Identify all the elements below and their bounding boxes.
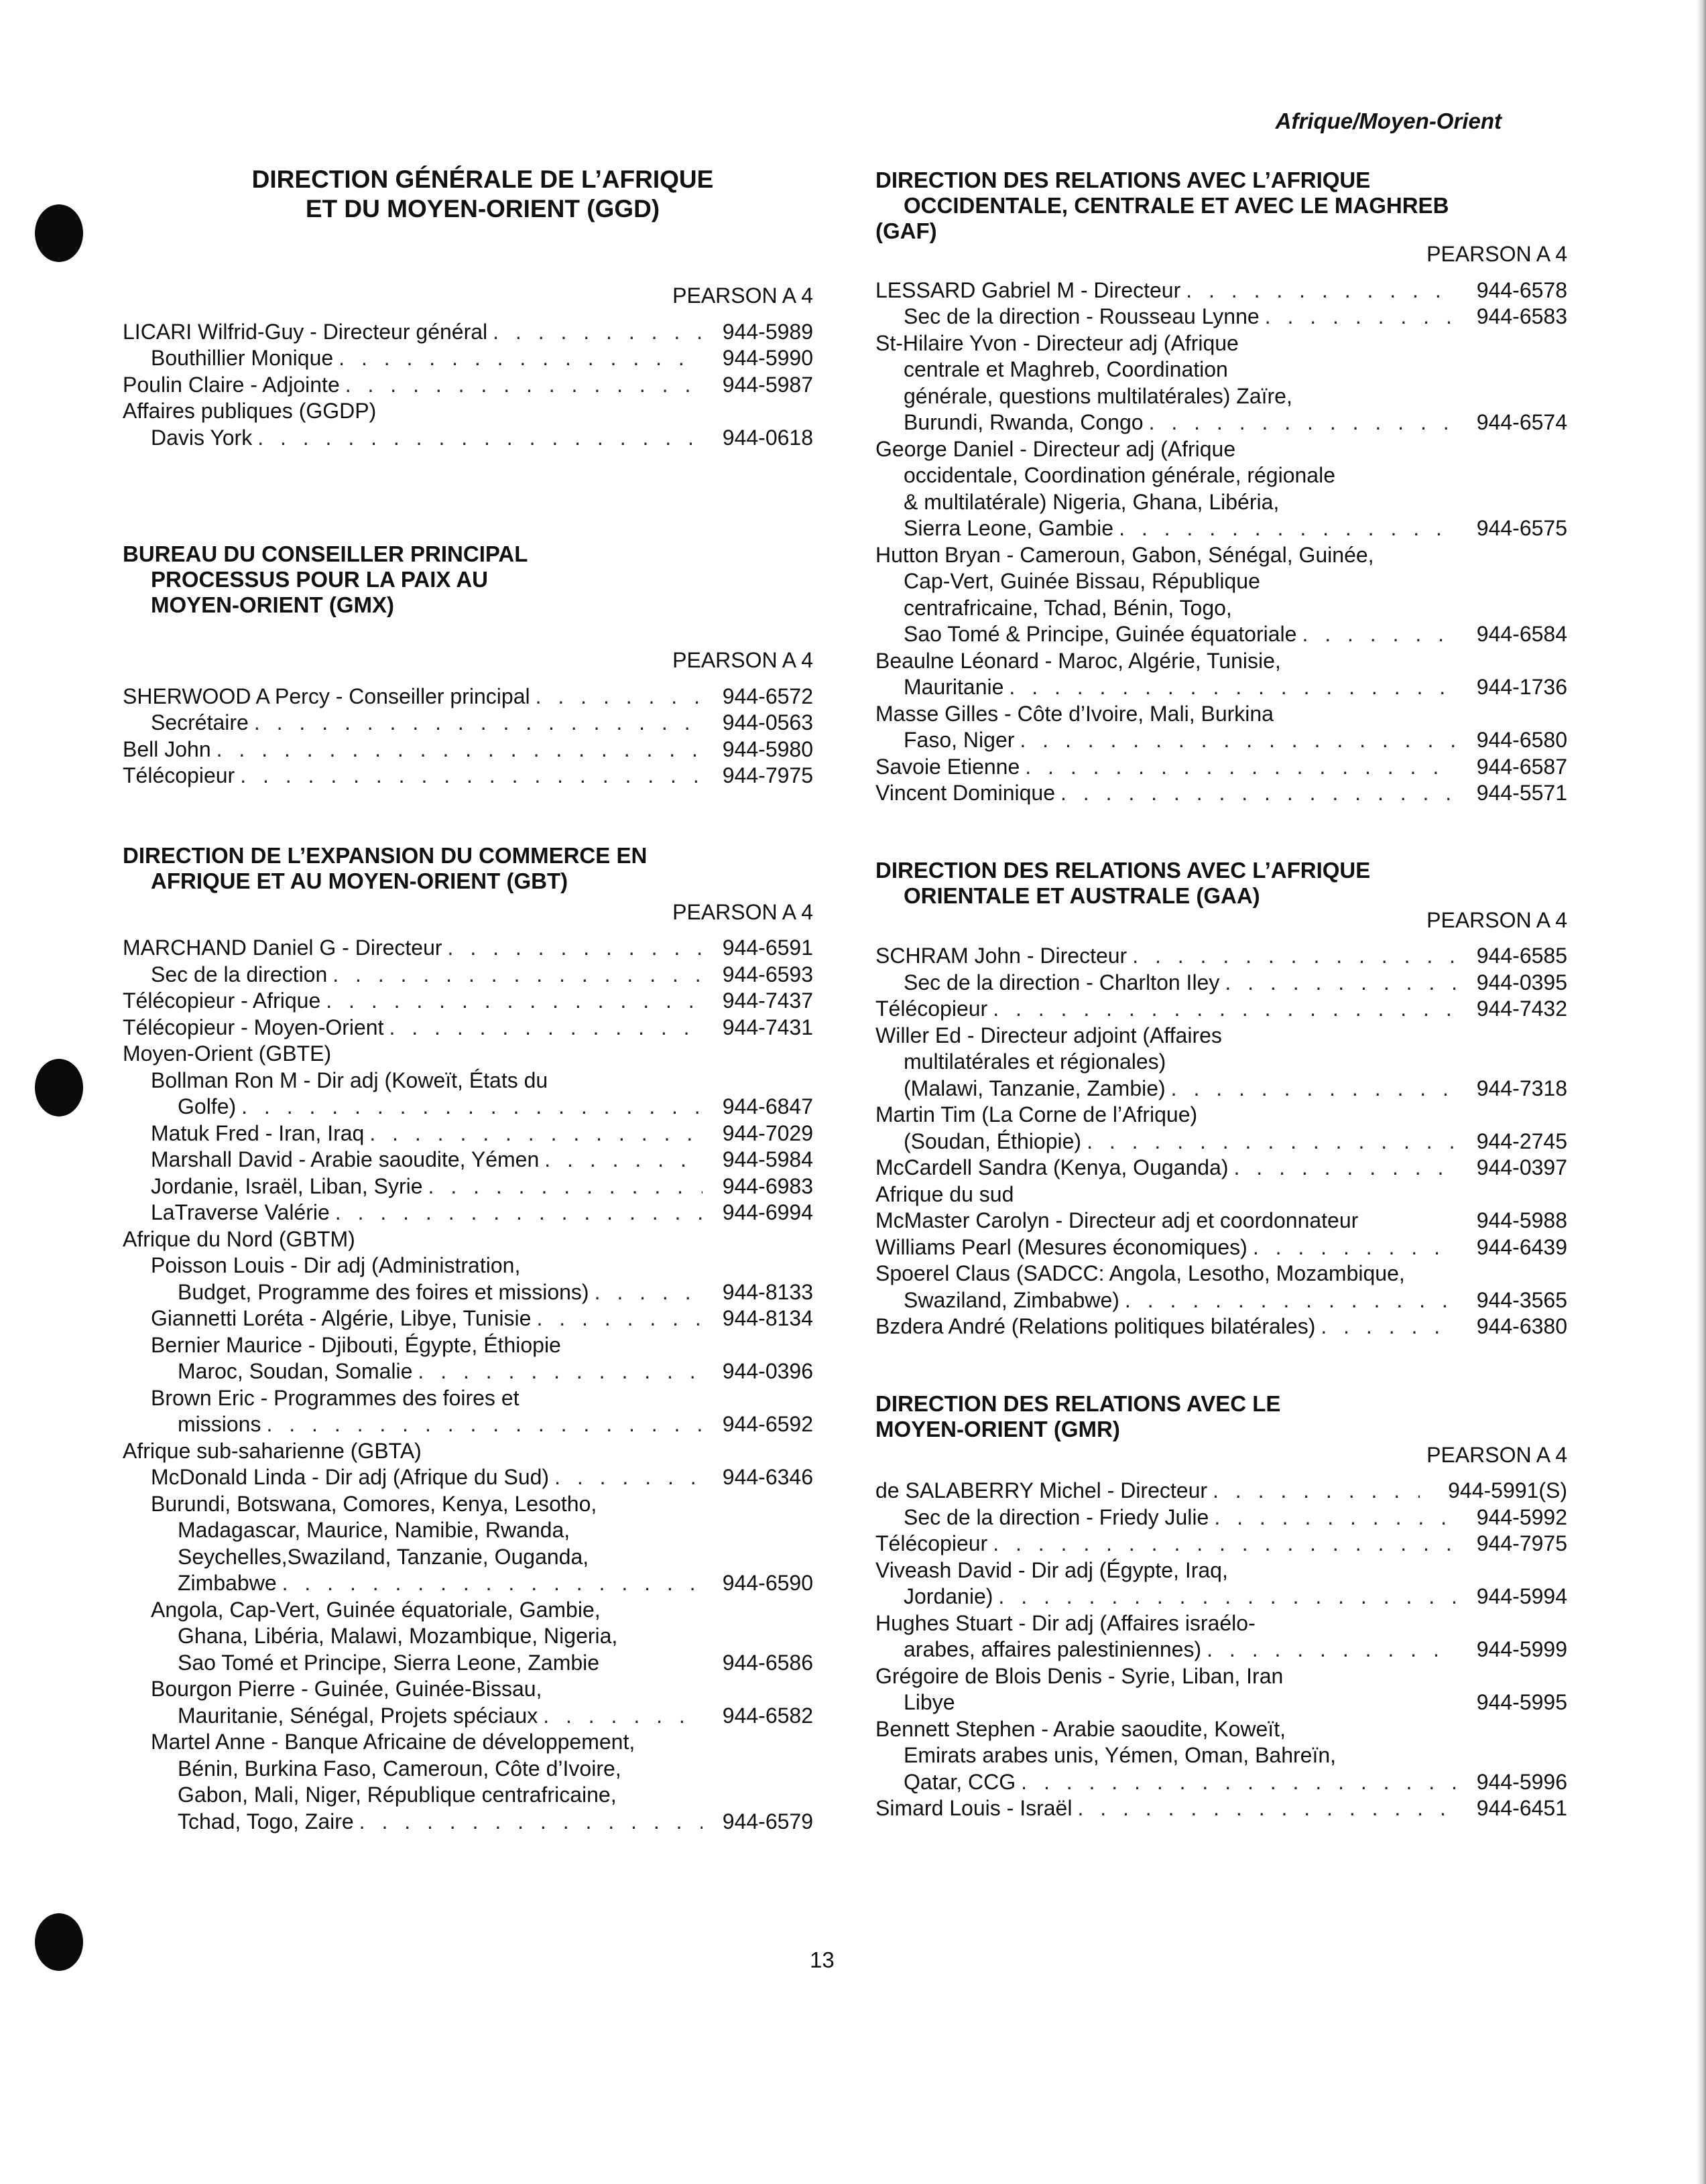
section-gaf — [875, 168, 1567, 807]
entry-line: centrafricaine, Tchad, Bénin, Togo, — [904, 595, 1232, 620]
entry: Savoie Etienne . . . 944-6587 — [875, 754, 1567, 781]
location: PEARSON A 4 — [1426, 1442, 1567, 1467]
entry-line: Hutton Bryan - Cameroun, Gabon, Sénégal, Guinée, — [875, 542, 1374, 567]
entry: Sierra Leone, Gambie . . . 944-6575 — [875, 515, 1567, 542]
entry: Matuk Fred - Iran, Iraq . . . 944-7029 — [123, 1120, 813, 1147]
entry: LESSARD Gabriel M - Directeur . . . 944-6578 — [875, 277, 1567, 304]
entry-line: Angola, Cap-Vert, Guinée équatoriale, Gambie, — [151, 1597, 601, 1622]
entry-line: Bénin, Burkina Faso, Cameroun, Côte d’Ivoire, — [178, 1756, 621, 1781]
location: PEARSON A 4 — [1426, 907, 1567, 932]
entry: Sec de la direction - Charlton Iley . . . 944-0395 — [875, 970, 1567, 997]
entry: (Soudan, Éthiopie) . . . 944-2745 — [875, 1129, 1567, 1155]
entry: McDonald Linda - Dir adj (Afrique du Sud) . . . 944-6346 — [123, 1464, 813, 1491]
section-gbt — [123, 843, 813, 1836]
entry: Tchad, Togo, Zaire . . . 944-6579 — [123, 1809, 813, 1836]
entry-line: Bourgon Pierre - Guinée, Guinée-Bissau, — [151, 1677, 542, 1701]
entry: Mauritanie . . . 944-1736 — [875, 674, 1567, 701]
entry: SCHRAM John - Directeur . . . 944-6585 — [875, 943, 1567, 970]
entry-line: Viveash David - Dir adj (Égypte, Iraq, — [875, 1557, 1228, 1582]
entry-line: générale, questions multilatérales) Zaïre, — [904, 383, 1292, 408]
section-title: DIRECTION DES RELATIONS AVEC LE MOYEN-ORIENT (GMR) — [875, 1391, 1281, 1441]
entry: Davis York . . . 944-0618 — [123, 425, 813, 452]
entry-line: Hughes Stuart - Dir adj (Affaires israélo- — [875, 1610, 1256, 1635]
entry: LaTraverse Valérie . . . 944-6994 — [123, 1200, 813, 1226]
entry: Giannetti Loréta - Algérie, Libye, Tunisie . . . 944-8134 — [123, 1305, 813, 1332]
entry-line: Martel Anne - Banque Africaine de développement, — [151, 1730, 635, 1754]
entry: (Malawi, Tanzanie, Zambie) . . . 944-7318 — [875, 1076, 1567, 1102]
location: PEARSON A 4 — [672, 899, 813, 924]
entry: McCardell Sandra (Kenya, Ouganda) . . . 944-0397 — [875, 1155, 1567, 1181]
location: PEARSON A 4 — [672, 283, 813, 308]
entry: arabes, affaires palestiniennes) . . . 944-5999 — [875, 1636, 1567, 1663]
section-ggd — [123, 165, 813, 451]
section-gmr — [875, 1391, 1567, 1822]
entry-line: Brown Eric - Programmes des foires et — [151, 1385, 520, 1410]
entry-line: Cap-Vert, Guinée Bissau, République — [904, 569, 1260, 593]
entry: missions . . . 944-6592 — [123, 1411, 813, 1438]
entry: Burundi, Rwanda, Congo . . . 944-6574 — [875, 409, 1567, 436]
entry: MARCHAND Daniel G - Directeur . . . 944-6591 — [123, 935, 813, 962]
region-header: Afrique/Moyen-Orient — [1275, 109, 1502, 133]
entry: Vincent Dominique . . . 944-5571 — [875, 780, 1567, 807]
location: PEARSON A 4 — [672, 648, 813, 672]
entry-line: occidentale, Coordination générale, régionale — [904, 463, 1335, 487]
right-column — [875, 168, 1567, 1822]
entry: Maroc, Soudan, Somalie . . . 944-0396 — [123, 1358, 813, 1385]
entry: Jordanie) . . . 944-5994 — [875, 1584, 1567, 1610]
entry-line: Gabon, Mali, Niger, République centrafricaine, — [178, 1783, 617, 1807]
entry: McMaster Carolyn - Directeur adj et coordonnateur 944-5988 — [875, 1208, 1567, 1232]
scan-edge — [1697, 0, 1706, 2184]
entry-line: Poisson Louis - Dir adj (Administration, — [151, 1253, 521, 1277]
entry: Marshall David - Arabie saoudite, Yémen . . . 944-5984 — [123, 1147, 813, 1173]
entry: Sec de la direction - Rousseau Lynne . . . 944-6583 — [875, 304, 1567, 330]
entry-line: George Daniel - Directeur adj (Afrique — [875, 436, 1236, 461]
entry-line: Bennett Stephen - Arabie saoudite, Koweït, — [875, 1716, 1286, 1741]
entry: SHERWOOD A Percy - Conseiller principal . . . 944-6572 — [123, 684, 813, 710]
entry: Télécopieur . . . 944-7975 — [875, 1531, 1567, 1557]
section-title: DIRECTION DE L’EXPANSION DU COMMERCE EN AFRIQUE ET AU MOYEN-ORIENT (GBT) — [123, 842, 648, 893]
section-title: DIRECTION DES RELATIONS AVEC L’AFRIQUE ORIENTALE ET AUSTRALE (GAA) — [875, 857, 1371, 908]
entry: Qatar, CCG . . . 944-5996 — [875, 1769, 1567, 1796]
entry: Télécopieur . . . 944-7975 — [123, 763, 813, 789]
entry: Sec de la direction - Friedy Julie . . . 944-5992 — [875, 1504, 1567, 1531]
subsection-label: Moyen-Orient (GBTE) — [123, 1041, 332, 1066]
entry: Simard Louis - Israël . . . 944-6451 — [875, 1795, 1567, 1822]
entry-line: Willer Ed - Directeur adjoint (Affaires — [875, 1023, 1222, 1047]
section-gaa — [875, 858, 1567, 1340]
entry-line: Ghana, Libéria, Malawi, Mozambique, Nigeria, — [178, 1624, 618, 1648]
entry: Télécopieur - Afrique . . . 944-7437 — [123, 988, 813, 1015]
entry: Sao Tomé & Principe, Guinée équatoriale . . . 944-6584 — [875, 621, 1567, 648]
entry: Mauritanie, Sénégal, Projets spéciaux . . . 944-6582 — [123, 1703, 813, 1730]
entry-line: Bernier Maurice - Djibouti, Égypte, Éthiopie — [151, 1332, 561, 1357]
entry: LICARI Wilfrid-Guy - Directeur général . . . 944-5989 — [123, 319, 813, 346]
entry-line: Martin Tim (La Corne de l’Afrique) — [875, 1102, 1198, 1127]
subsection-label: Affaires publiques (GGDP) — [123, 399, 377, 423]
section-title: DIRECTION GÉNÉRALE DE L’AFRIQUE ET DU MOYEN-ORIENT (GGD) — [251, 166, 714, 222]
entry: Faso, Niger . . . 944-6580 — [875, 727, 1567, 754]
binder-hole-bottom — [35, 1913, 83, 1971]
entry: Télécopieur . . . 944-7432 — [875, 996, 1567, 1023]
entry-line: Seychelles,Swaziland, Tanzanie, Ouganda, — [178, 1544, 589, 1569]
subsection-label: Afrique du sud — [875, 1181, 1014, 1206]
entry-line: Bollman Ron M - Dir adj (Koweït, États du — [151, 1068, 548, 1092]
section-title: DIRECTION DES RELATIONS AVEC L’AFRIQUE OCCIDENTALE, CENTRALE ET AVEC LE MAGHREB (GAF) — [875, 168, 1449, 243]
entry: Sec de la direction . . . 944-6593 — [123, 962, 813, 988]
entry-line: multilatérales et régionales) — [904, 1049, 1166, 1074]
section-title: BUREAU DU CONSEILLER PRINCIPAL PROCESSUS POUR LA PAIX AU MOYEN-ORIENT (GMX) — [123, 541, 528, 617]
left-column — [123, 165, 813, 1835]
entry: Budget, Programme des foires et missions) . . . 944-8133 — [123, 1279, 813, 1306]
location: PEARSON A 4 — [1426, 242, 1567, 266]
entry: Bouthillier Monique . . . 944-5990 — [123, 345, 813, 372]
subsection-label: Afrique sub-saharienne (GBTA) — [123, 1438, 422, 1463]
entry: Swaziland, Zimbabwe) . . . 944-3565 — [875, 1287, 1567, 1314]
entry-line: Beaulne Léonard - Maroc, Algérie, Tunisie, — [875, 648, 1281, 673]
entry: Secrétaire . . . 944-0563 — [123, 710, 813, 736]
entry-line: Masse Gilles - Côte d’Ivoire, Mali, Burkina — [875, 701, 1274, 726]
entry-line: Emirats arabes unis, Yémen, Oman, Bahreïn, — [904, 1743, 1337, 1767]
entry: Poulin Claire - Adjointe . . . 944-5987 — [123, 372, 813, 399]
entry-line: St-Hilaire Yvon - Directeur adj (Afrique — [875, 330, 1239, 355]
entry-line: Burundi, Botswana, Comores, Kenya, Lesotho, — [151, 1491, 597, 1516]
entry: Williams Pearl (Mesures économiques) . . . 944-6439 — [875, 1234, 1567, 1261]
entry: Sao Tomé et Principe, Sierra Leone, Zambie 944-6586 — [178, 1650, 813, 1675]
page-number: 13 — [810, 1947, 835, 1972]
entry: de SALABERRY Michel - Directeur . . . 944-5991(S) — [875, 1478, 1567, 1504]
entry: Télécopieur - Moyen-Orient . . . 944-7431 — [123, 1015, 813, 1041]
entry-line: Grégoire de Blois Denis - Syrie, Liban, Iran — [875, 1663, 1284, 1688]
entry: Bzdera André (Relations politiques bilatérales) . . . 944-6380 — [875, 1313, 1567, 1340]
entry: Libye 944-5995 — [904, 1690, 1567, 1714]
entry: Zimbabwe . . . 944-6590 — [123, 1570, 813, 1597]
binder-hole-top — [35, 204, 83, 262]
entry: Golfe) . . . 944-6847 — [123, 1094, 813, 1120]
entry: Jordanie, Israël, Liban, Syrie . . . 944-6983 — [123, 1173, 813, 1200]
entry-line: & multilatérale) Nigeria, Ghana, Libéria, — [904, 489, 1280, 514]
entry-line: Spoerel Claus (SADCC: Angola, Lesotho, Mozambique, — [875, 1261, 1405, 1285]
binder-hole-middle — [35, 1059, 83, 1116]
subsection-label: Afrique du Nord (GBTM) — [123, 1226, 355, 1251]
section-gmx — [123, 541, 813, 789]
entry-line: centrale et Maghreb, Coordination — [904, 357, 1228, 381]
entry: Bell John . . . 944-5980 — [123, 736, 813, 763]
entry-line: Madagascar, Maurice, Namibie, Rwanda, — [178, 1518, 570, 1542]
